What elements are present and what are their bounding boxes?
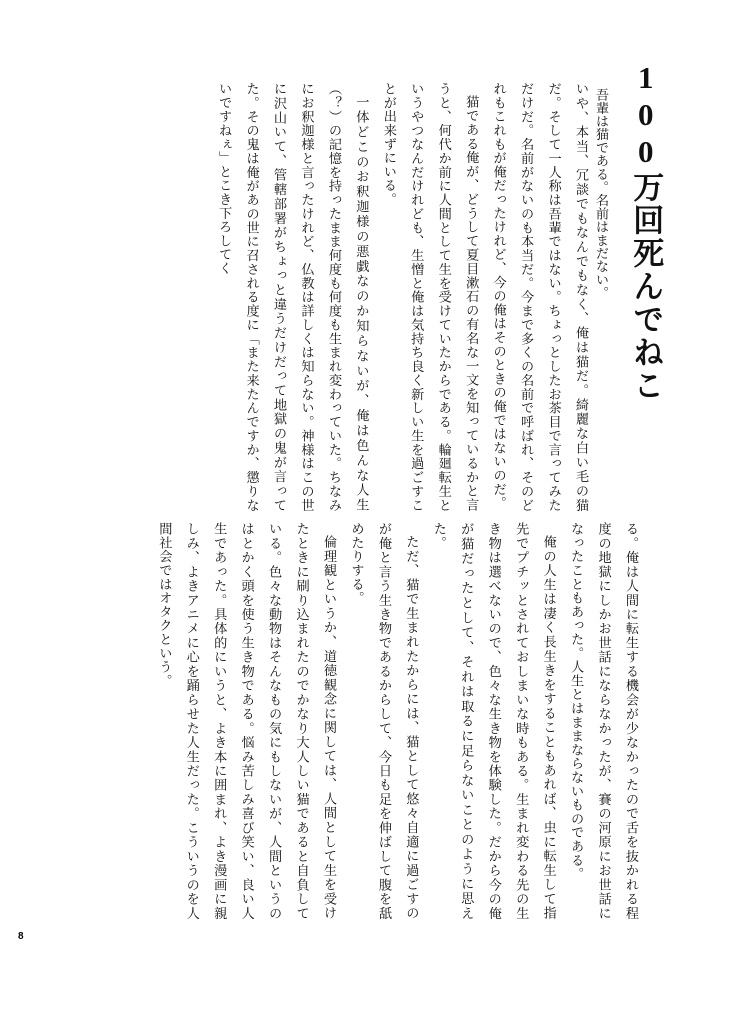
page-title: 100万回死んでねこ	[628, 60, 664, 402]
paragraph: 一体どこのお釈迦様の悪戯なのか知らないが、俺は色んな人生（？）の記憶を持ったまま何度も何度も生まれ変わっていた。ちなみにお釈迦様と言ったけれど、仏教は詳しくは知らない。神様はこの世に沢山いて、管轄部署がちょっと違うだけだって地獄の鬼が言ってた。その鬼は俺があの世に召される度に「また来たんですか、懲りないですねぇ」とこき下ろしてく	[217, 82, 370, 512]
page-subtitle: 吾輩は猫である。名前はまだない。	[594, 88, 609, 300]
paragraph: 俺の人生は凄く長生きをすることもあれば、虫に転生して指先でプチッとされておしまいな時もある。生まれ変わる先の生き物は選べないので、色々な生き物を体験した。だから今の俺が猫だったとして、それは取るに足らないことのように思えた。	[431, 522, 557, 920]
paragraph: ただ、猫で生まれたからには、猫として悠々自適に過ごすのが俺と言う生き物であるからして、今日も足を伸ばして腹を舐めたりする。	[349, 522, 420, 920]
paragraph: 猫である俺が、どうして夏目漱石の有名な一文を知っているかと言うと、何代か前に人間として生を受けていたからである。輪廻転生というやつなんだけれども、生憎と俺は気持ち良く新しい生を過ごすことが出来ずにいる。	[381, 82, 480, 512]
paragraph: 倫理観というか、道徳観念に関しては、人間として生を受けたときに刷り込まれたのでかなり大人しい猫であると自負している。色々な動物はそんなもの気にもしないが、人間というのはとかく頭を使う生き物である。悩み苦しみ喜び笑い、良い人生であった。具体的にいうと、よき本に囲まれ、よき漫画に親しみ、よきアニメに心を踊らせた人生だった。こういうのを人間社会ではオタクという。	[157, 522, 338, 920]
paragraph: る。俺は人間に転生する機会が少なかったので舌を抜かれる程度の地獄にしかお世話にならなかったが、賽の河原にお世話になったこともあった。人生とはままならないものである。	[569, 522, 639, 920]
paragraph: いや、本当、冗談でもなんでもなく、俺は猫だ。綺麗な白い毛の猫だ。そして一人称は吾輩ではない。ちょっとしたお茶目で言ってみただけだ。名前がないのも本当だ。今まで多くの名前で呼ばれ、そのどれもこれもが俺だったけれど、今の俺はそのときの俺ではないのだ。	[491, 82, 589, 512]
body-text-lower	[130, 522, 645, 920]
page-number: 8	[18, 931, 24, 942]
body-text-upper	[135, 82, 595, 512]
